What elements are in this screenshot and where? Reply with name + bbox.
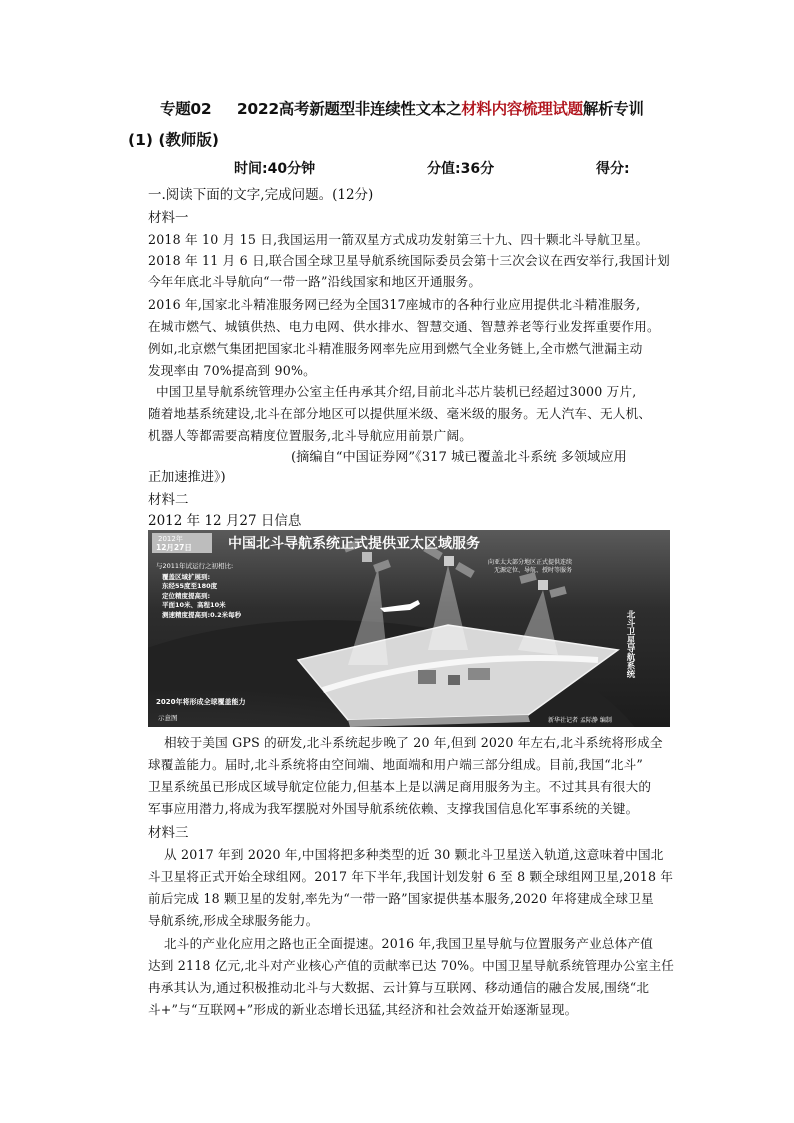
material3-line: 斗卫星将正式开始全球组网。2017 年下半年,我国计划发射 6 至 8 颗全球组网卫星,2018 年 <box>148 869 674 884</box>
material2-label: 材料二 <box>148 492 189 508</box>
figure-credit: 新华社记者 孟际静 编制 <box>548 717 612 724</box>
compare-item: 东经55度至180度 <box>162 582 218 590</box>
document-subtitle: (1) (教师版) <box>128 131 220 149</box>
material2-line: 卫星系统虽已形成区域导航定位能力,但基本上是以满足商用服务为主。不过其具有很大的 <box>148 779 652 794</box>
badge-date: 12月27日 <box>156 543 192 552</box>
material3-line: 前后完成 18 颗卫星的发射,率先为“一带一路”国家提供基本服务,2020 年将建成全球卫星 <box>148 891 654 906</box>
material1-line: 2018 年 10 月 15 日,我国运用一箭双星方式成功发射第三十九、四十颗北斗导航卫星。 <box>148 232 649 247</box>
material2-line: 相较于美国 GPS 的研发,北斗系统起步晚了 20 年,但到 2020 年左右,北斗系统将形成全 <box>164 735 663 750</box>
material3-line: 北斗的产业化应用之路也正全面提速。2016 年,我国卫星导航与位置服务产业总体产值 <box>164 936 654 951</box>
compare-title: 与2011年试运行之初相比: <box>156 562 234 570</box>
signal-beam <box>428 565 468 650</box>
material1-line: 2018 年 11 月 6 日,联合国全球卫星导航系统国际委员会第十三次会议在西安举行,我国计划 <box>148 253 670 268</box>
material1-line: 随着地基系统建设,北斗在部分地区可以提供厘米级、毫米级的服务。无人汽车、无人机、 <box>148 406 652 421</box>
compare-item: 测速精度提高到:0.2米每秒 <box>162 611 242 619</box>
material2-line: 球覆盖能力。届时,北斗系统将由空间端、地面端和用户端三部分组成。目前,我国“北斗” <box>148 757 644 772</box>
topic-number: 专题02 <box>160 100 212 118</box>
material1-line: 例如,北京燃气集团把国家北斗精准服务网率先应用到燃气全业务链上,全市燃气泄漏主动 <box>148 341 643 356</box>
document-title <box>160 97 680 119</box>
badge-year: 2012年 <box>158 535 183 543</box>
global-coverage-note: 2020年将形成全球覆盖能力 <box>156 698 246 706</box>
infographic-headline: 中国北斗导航系统正式提供亚太区域服务 <box>228 536 480 552</box>
schematic-label: 示意图 <box>158 714 178 722</box>
question-instruction: 一.阅读下面的文字,完成问题。(12分) <box>148 187 374 203</box>
signal-beam <box>348 568 388 665</box>
material1-line: 今年年底北斗导航向“一带一路”沿线国家和地区开通服务。 <box>148 274 482 289</box>
material1-line: 在城市燃气、城镇供热、电力电网、供水排水、智慧交通、智慧养老等行业发挥重要作用。 <box>148 319 660 334</box>
service-note: 无源定位、导航、授时等服务 <box>494 567 573 574</box>
building-icon <box>448 675 460 685</box>
signal-beam <box>518 590 558 655</box>
title-highlight: 材料内容梳理试题 <box>461 100 583 118</box>
building-icon <box>468 668 490 680</box>
infographic-art <box>148 530 670 727</box>
airplane-icon <box>380 600 420 612</box>
title-main: 2022高考新题型非连续性文本之 <box>236 100 462 118</box>
beidou-infographic <box>148 530 670 727</box>
total-score: 分值:36分 <box>427 161 495 177</box>
material3-line: 斗+”与“互联网+”形成的新业态增长迅猛,其经济和社会效益开始逐渐显现。 <box>148 1002 578 1017</box>
material3-line: 达到 2118 亿元,北斗对产业核心产值的贡献率已达 70%。中国卫星导航系统管理办公室主任 <box>148 958 675 973</box>
title-tail: 解析专训 <box>582 100 644 118</box>
material1-line: 中国卫星导航系统管理办公室主任冉承其介绍,目前北斗芯片装机已经超过3000 万片, <box>156 384 637 399</box>
service-note: 向亚太大部分地区正式提供连续 <box>488 559 573 566</box>
material1-line: 2016 年,国家北斗精准服务网已经为全国317座城市的各种行业应用提供北斗精准服务, <box>148 297 641 312</box>
compare-item: 覆盖区域扩展到: <box>162 573 211 581</box>
material1-source: (摘编自“中国证券网”《317 城已覆盖北斗系统 多领域应用 <box>291 450 627 465</box>
material1-source-cont: 正加速推进》) <box>148 470 226 485</box>
compare-item: 平面10米、高程10米 <box>162 601 226 609</box>
material3-line: 冉承其认为,通过积极推动北斗与大数据、云计算与互联网、移动通信的融合发展,围绕“北 <box>148 980 650 995</box>
material1-line: 发现率由 70%提高到 90%。 <box>148 363 316 378</box>
material3-line: 导航系统,形成全球服务能力。 <box>148 913 319 928</box>
material3-label: 材料三 <box>148 825 189 841</box>
material2-line: 军事应用潜力,将成为我军摆脱对外国导航系统依赖、支撑我国信息化军事系统的关键。 <box>148 801 639 816</box>
material2-date: 2012 年 12 月27 日信息 <box>148 513 302 529</box>
score-obtained: 得分: <box>596 161 630 177</box>
vertical-system-label: 北斗卫星导航系统 <box>625 610 635 678</box>
building-icon <box>418 670 436 684</box>
material1-label: 材料一 <box>148 210 189 226</box>
time-limit: 时间:40分钟 <box>234 161 316 177</box>
material3-line: 从 2017 年到 2020 年,中国将把多种类型的近 30 颗北斗卫星送入轨道,这意味着中国北 <box>164 847 664 862</box>
compare-item: 定位精度提高到: <box>162 592 211 600</box>
material1-line: 机器人等都需要高精度位置服务,北斗导航应用前景广阔。 <box>148 428 473 443</box>
